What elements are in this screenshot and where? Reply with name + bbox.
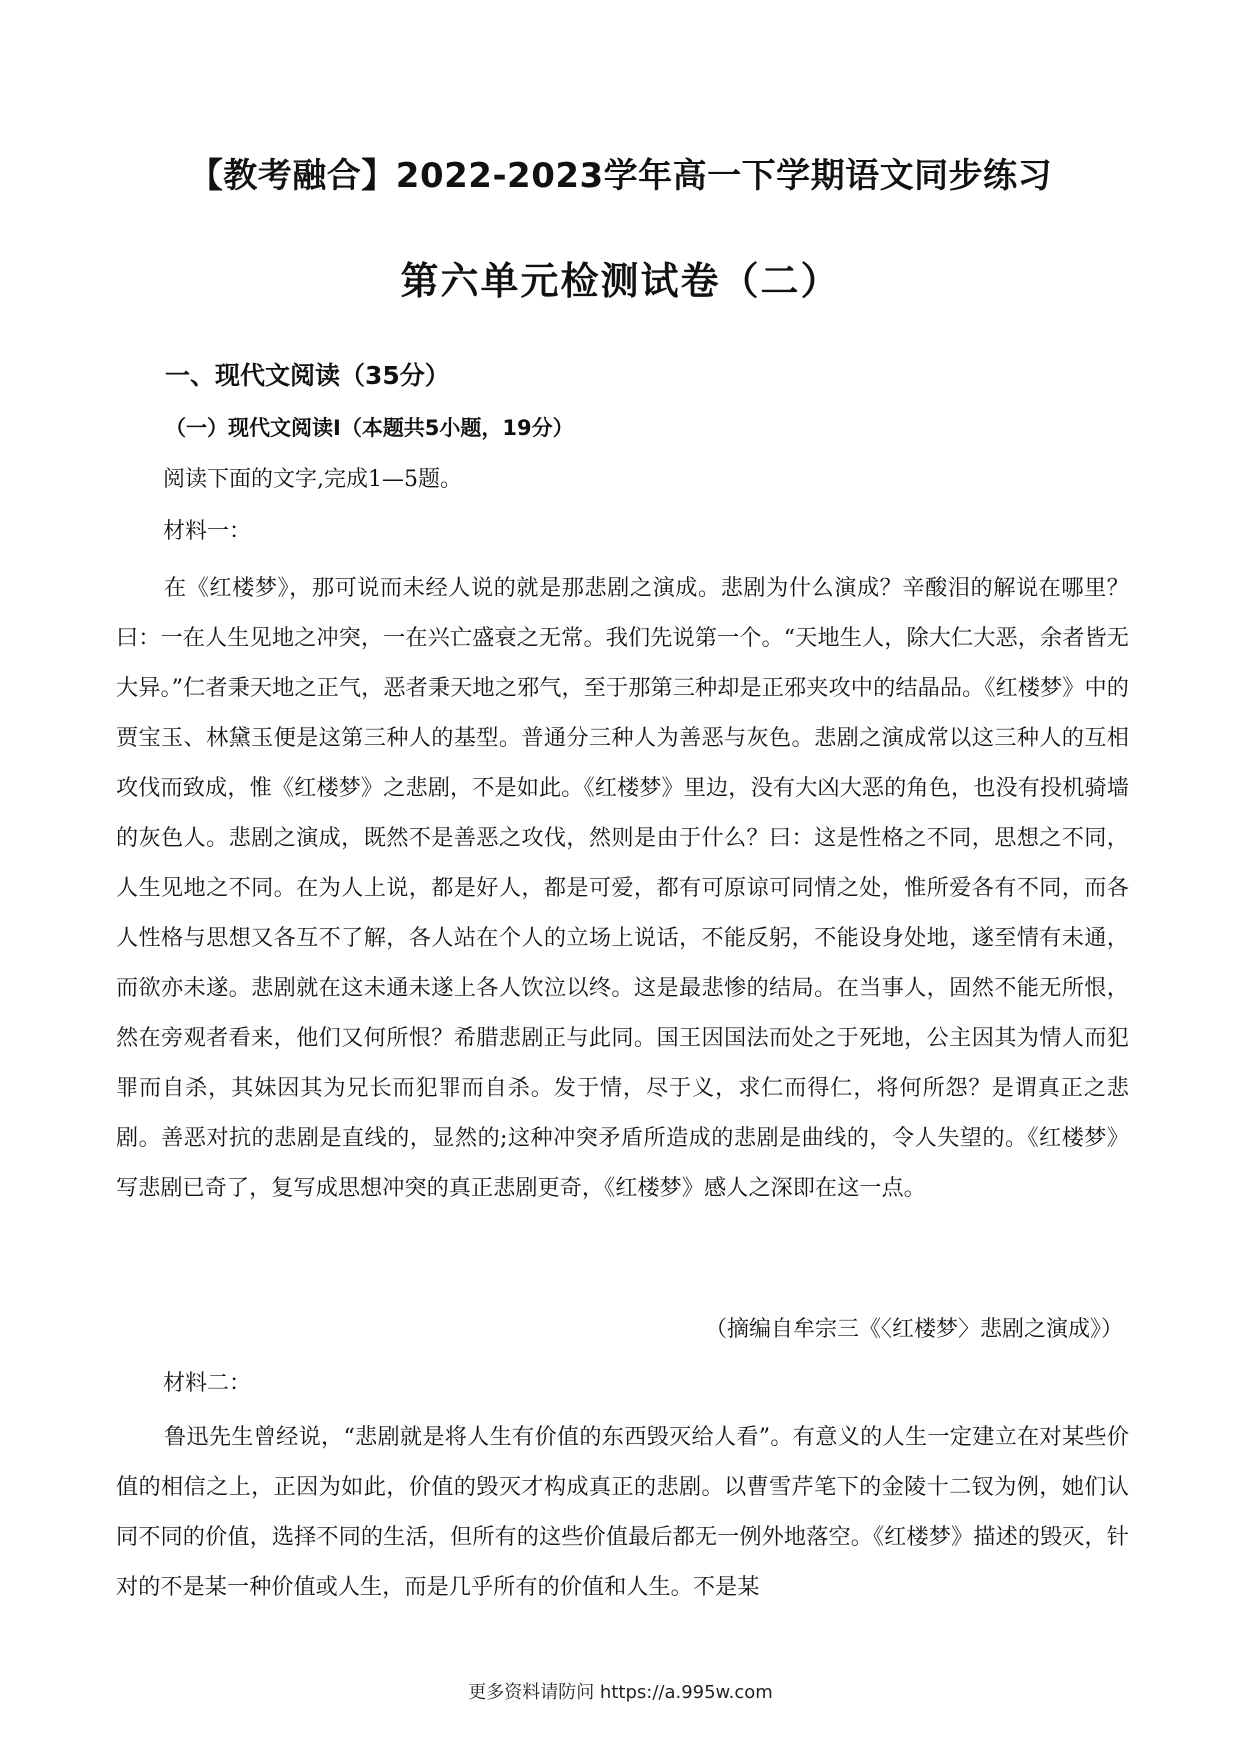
material-one-label: 材料一：	[163, 519, 252, 544]
document-subtitle: 第六单元检测试卷（二）	[400, 258, 841, 303]
material-one-body: 在《红楼梦》，那可说而未经人说的就是那悲剧之演成。悲剧为什么演成？辛酸泪的解说在哪里？曰：一在人生见地之冲突，一在兴亡盛衰之无常。我们先说第一个。“天地生人，除大仁大恶，余者皆无大异。”仁者秉天地之正气，恶者秉天地之邪气，至于那第三种却是正邪夹攻中的结晶品。《红楼梦》中的贾宝玉、林黛玉便是这第三种人的基型。普通分三种人为善恶与灰色。悲剧之演成常以这三种人的互相攻伐而致成，惟《红楼梦》之悲剧，不是如此。《红楼梦》里边，没有大凶大恶的角色，也没有投机骑墙的灰色人。悲剧之演成，既然不是善恶之攻伐，然则是由于什么？曰：这是性格之不同，思想之不同，人生见地之不同。在为人上说，都是好人，都是可爱，都有可原谅可同情之处，惟所爱各有不同，而各人性格与思想又各互不了解，各人站在个人的立场上说话，不能反躬，不能设身处地，遂至情有未通，而欲亦未遂。悲剧就在这未通未遂上各人饮泣以终。这是最悲惨的结局。在当事人，固然不能无所恨，然在旁观者看来，他们又何所恨？希腊悲剧正与此同。国王因国法而处之于死地，公主因其为情人而犯罪而自杀，其妹因其为兄长而犯罪而自杀。发于情，尽于义，求仁而得仁，将何所怨？是谓真正之悲剧。善恶对抗的悲剧是直线的，显然的;这种冲突矛盾所造成的悲剧是曲线的，令人失望的。《红楼梦》写悲剧已奇了，复写成思想冲突的真正悲剧更奇，《红楼梦》感人之深即在这一点。	[116, 575, 1129, 1201]
footer-link[interactable]: 更多资料请防问 https://a.995w.com	[468, 1682, 773, 1703]
material-two-label: 材料二：	[163, 1371, 252, 1396]
document-title: 【教考融合】2022-2023学年高一下学期语文同步练习	[188, 156, 1053, 196]
material-two-body: 鲁迅先生曾经说，“悲剧就是将人生有价值的东西毁灭给人看”。有意义的人生一定建立在对某些价值的相信之上，正因为如此，价值的毁灭才构成真正的悲剧。以曹雪芹笔下的金陵十二钗为例，她们认同不同的价值，选择不同的生活，但所有的这些价值最后都无一例外地落空。《红楼梦》描述的毁灭，针对的不是某一种价值或人生，而是几乎所有的价值和人生。不是某	[116, 1424, 1129, 1600]
section-heading: 一、现代文阅读（35分）	[165, 361, 450, 390]
material-one-source: （摘编自牟宗三《〈红楼梦〉悲剧之演成》）	[704, 1317, 1123, 1342]
reading-instruction: 阅读下面的文字,完成1—5题。	[163, 467, 462, 492]
subsection-heading: （一）现代文阅读Ⅰ（本题共5小题，19分）	[165, 416, 574, 440]
